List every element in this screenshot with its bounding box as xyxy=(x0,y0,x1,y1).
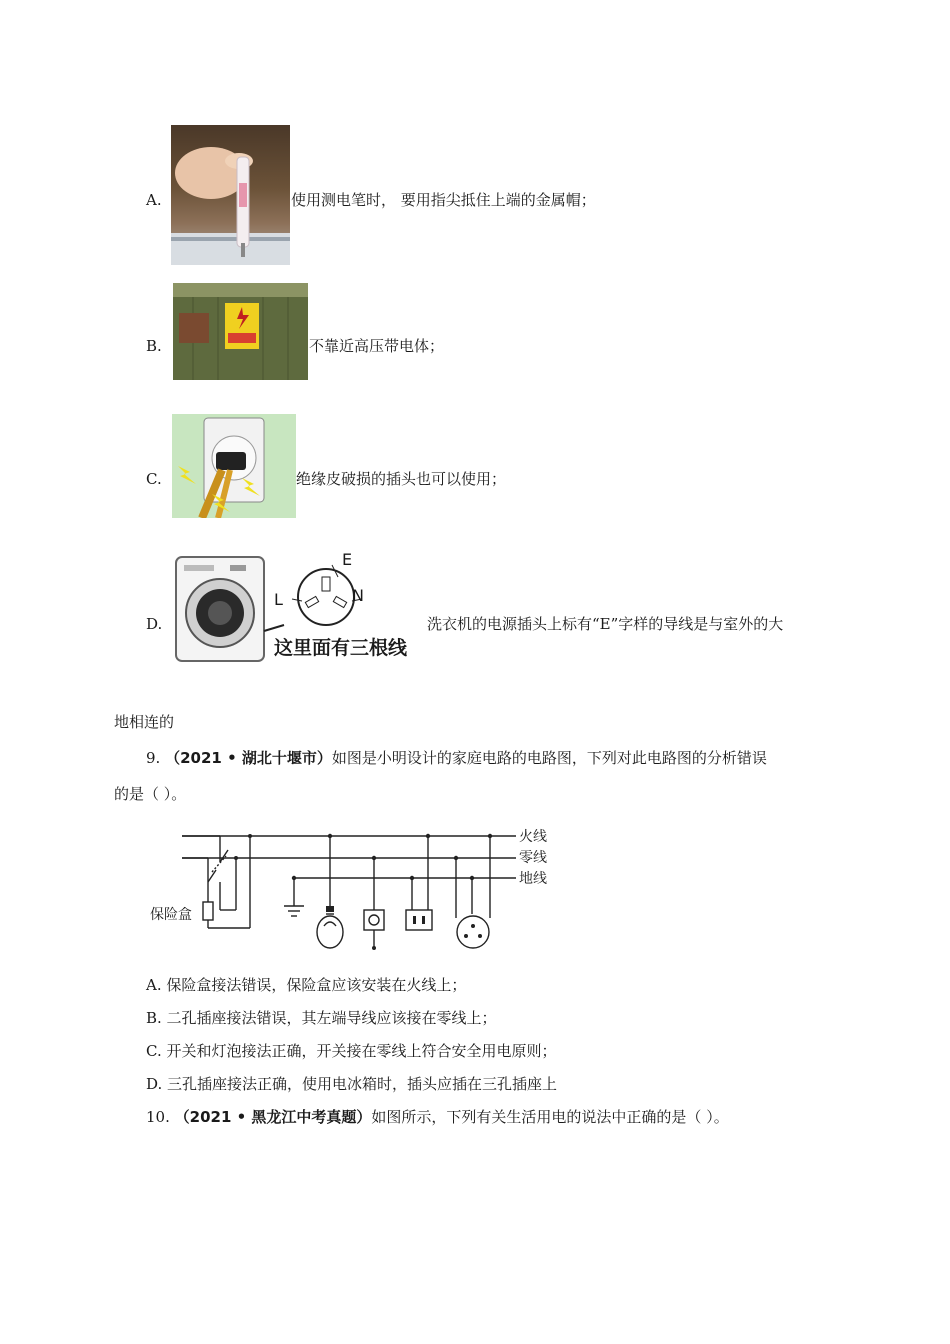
circuit-diagram xyxy=(150,822,560,954)
question-10-line1 xyxy=(146,1107,729,1127)
option-a-letter: A. xyxy=(146,191,162,209)
question-9-source: （2021 • 湖北十堰市） xyxy=(165,749,332,767)
option-c-letter: C. xyxy=(146,470,162,488)
question-9-stem-continued: 的是（ ）。 xyxy=(114,785,187,803)
label-neutral-wire: 零线 xyxy=(519,850,547,866)
label-ground-wire: 地线 xyxy=(519,871,547,887)
plug-label-n: N xyxy=(352,586,364,605)
question-10-source: （2021 • 黑龙江中考真题） xyxy=(174,1108,372,1126)
damaged-plug-picture xyxy=(172,414,296,518)
option-d-letter: D. xyxy=(146,615,163,633)
question-10-number: 10. xyxy=(146,1108,170,1126)
plug-label-l: L xyxy=(274,590,283,609)
question-9-number: 9. xyxy=(146,749,161,767)
option-d-text: 洗衣机的电源插头上标有“E”字样的导线是与室外的大 xyxy=(427,615,784,633)
question-9-option-d: D. 三孔插座接法正确，使用电冰箱时，插头应插在三孔插座上 xyxy=(146,1075,558,1093)
option-b-text: 不靠近高压带电体； xyxy=(309,337,445,355)
question-9-option-a: A. 保险盒接法错误，保险盒应该安装在火线上； xyxy=(146,976,467,994)
option-a-text: 使用测电笔时， 要用指尖抵住上端的金属帽； xyxy=(291,191,596,209)
question-9-stem: 如图是小明设计的家庭电路的电路图，下列对此电路图的分析错误 xyxy=(331,749,767,767)
question-10-stem: 如图所示，下列有关生活用电的说法中正确的是（ ）。 xyxy=(371,1108,729,1126)
test-pen-photo xyxy=(171,125,290,265)
plug-caption: 这里面有三根线 xyxy=(274,637,408,659)
plug-label-e: E xyxy=(342,553,353,569)
question-9-line1 xyxy=(146,748,767,768)
option-d-text-continued: 地相连的 xyxy=(114,713,175,731)
option-c-text: 绝缘皮破损的插头也可以使用； xyxy=(296,470,507,488)
option-b-letter: B. xyxy=(146,337,162,355)
high-voltage-photo xyxy=(173,283,308,380)
label-live-wire: 火线 xyxy=(519,829,547,845)
washing-machine-picture xyxy=(174,553,422,663)
question-9-option-c: C. 开关和灯泡接法正确，开关接在零线上符合安全用电原则； xyxy=(146,1042,557,1060)
label-fuse-box: 保险盒 xyxy=(150,907,192,923)
question-9-option-b: B. 二孔插座接法错误，其左端导线应该接在零线上； xyxy=(146,1009,497,1027)
